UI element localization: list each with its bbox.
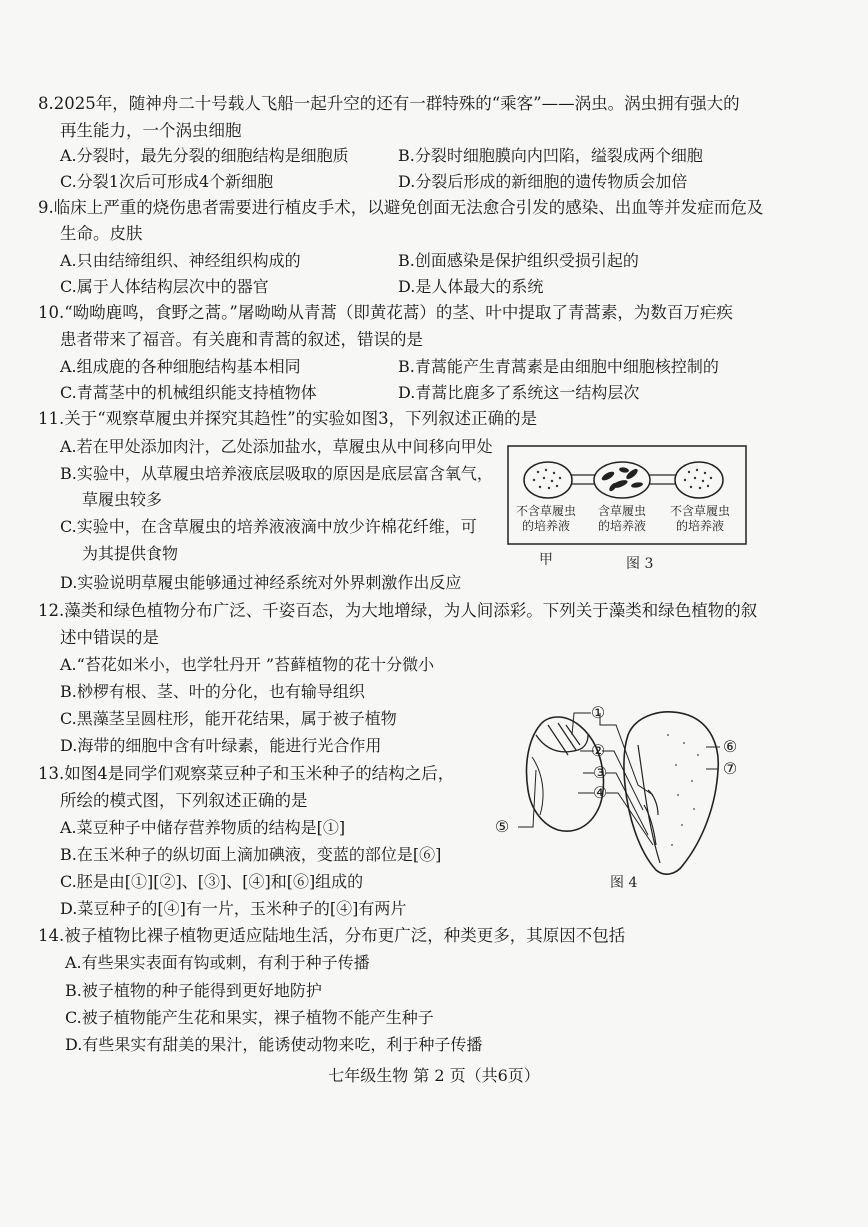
- q10-stem-line-2: 患者带来了福音。有关鹿和青蒿的叙述，错误的是: [60, 330, 423, 349]
- q13-option-c: C.胚是由[①][②]、[③]、[④]和[⑥]组成的: [60, 872, 364, 891]
- q13-option-a: A.菜豆种子中储存营养物质的结构是[①]: [60, 818, 346, 837]
- figure-3-caption: 图 3: [626, 556, 654, 572]
- q10-option-b: B.青蒿能产生青蒿素是由细胞中细胞核控制的: [398, 357, 719, 376]
- q8-stem-line-2: 再生能力，一个涡虫细胞: [60, 121, 242, 140]
- q10-stem-line-1: 10.“呦呦鹿鸣，食野之蒿。”屠呦呦从青蒿（即黄花蒿）的茎、叶中提取了青蒿素，为数百万疟疾: [38, 303, 733, 322]
- marker-1: ①: [590, 703, 606, 722]
- label-middle-2: 的培养液: [597, 519, 647, 533]
- figure-4-caption: 图 4: [610, 875, 638, 891]
- marker-2: ②: [590, 741, 606, 760]
- figure-3-mark-jia: 甲: [539, 552, 553, 568]
- drop-right: [675, 462, 723, 498]
- marker-6: ⑥: [722, 737, 738, 756]
- marker-4: ④: [592, 783, 608, 802]
- drop-left: [524, 462, 572, 498]
- q8-stem-line-1: 8.2025年，随神舟二十号载人飞船一起升空的还有一群特殊的“乘客”——涡虫。涡虫拥有强大的: [38, 94, 740, 113]
- q11-option-c-line-1: C.实验中，在含草履虫的培养液液滴中放少许棉花纤维，可: [60, 517, 477, 536]
- figure-3: [500, 440, 750, 580]
- marker-7: ⑦: [722, 759, 738, 778]
- q12-option-d: D.海带的细胞中含有叶绿素，能进行光合作用: [60, 736, 382, 755]
- q11-option-c-line-2: 为其提供食物: [82, 544, 179, 563]
- label-right-1: 不含草履虫: [669, 504, 731, 518]
- corn-texture: [667, 734, 699, 846]
- q11-option-b-line-1: B.实验中，从草履虫培养液底层吸取的原因是底层富含氧气，: [60, 464, 493, 483]
- q12-stem-line-2: 述中错误的是: [60, 628, 159, 647]
- label-right-2: 的培养液: [675, 519, 725, 533]
- q9-stem-line-2: 生命。皮肤: [60, 224, 143, 243]
- q14-option-d: D.有些果实有甜美的果汁，能诱使动物来吃，利于种子传播: [65, 1035, 483, 1054]
- marker-3: ③: [592, 763, 608, 782]
- q12-stem-line-1: 12.藻类和绿色植物分布广泛、千姿百态，为大地增绿，为人间添彩。下列关于藻类和绿色植物的叙: [38, 601, 758, 620]
- q12-option-c: C.黑藻茎呈圆柱形，能开花结果，属于被子植物: [60, 709, 397, 728]
- bean-embryo-axis: [536, 735, 588, 752]
- channel-left: [570, 475, 596, 484]
- q10-option-d: D.青蒿比鹿多了系统这一结构层次: [398, 383, 640, 402]
- q8-option-c: C.分裂1次后可形成4个新细胞: [60, 172, 274, 191]
- label-left-1: 不含草履虫: [515, 504, 577, 518]
- q10-option-c: C.青蒿茎中的机械组织能支持植物体: [60, 383, 317, 402]
- q14-option-c: C.被子植物能产生花和果实，裸子植物不能产生种子: [65, 1008, 434, 1027]
- q8-option-a: A.分裂时，最先分裂的细胞结构是细胞质: [60, 146, 349, 165]
- q12-option-a: A.“苔花如米小，也学牡丹开 ”苔藓植物的花十分微小: [60, 655, 435, 674]
- q11-stem-line-1: 11.关于“观察草履虫并探究其趋性”的实验如图3，下列叙述正确的是: [38, 409, 538, 428]
- label-middle-1: 含草履虫: [597, 504, 647, 518]
- label-left-2: 的培养液: [521, 519, 571, 533]
- q14-stem-line-1: 14.被子植物比裸子植物更适应陆地生活，分布更广泛，种类更多，其原因不包括: [38, 926, 626, 945]
- drop-middle: [594, 462, 650, 498]
- channel-right: [648, 475, 676, 484]
- q9-option-a: A.只由结缔组织、神经组织构成的: [60, 251, 301, 270]
- marker-5: ⑤: [494, 817, 510, 836]
- q11-option-d: D.实验说明草履虫能够通过神经系统对外界刺激作出反应: [60, 573, 462, 592]
- q8-option-b: B.分裂时细胞膜向内凹陷，缢裂成两个细胞: [398, 146, 703, 165]
- figure-4: [488, 695, 768, 895]
- q13-stem-line-1: 13.如图4是同学们观察菜豆种子和玉米种子的结构之后，: [38, 764, 455, 783]
- q11-option-a: A.若在甲处添加肉汁，乙处添加盐水，草履虫从中间移向甲处: [60, 437, 493, 456]
- q14-option-b: B.被子植物的种子能得到更好地防护: [65, 981, 322, 1000]
- q10-option-a: A.组成鹿的各种细胞结构基本相同: [60, 357, 301, 376]
- q13-option-d: D.菜豆种子的[④]有一片，玉米种子的[④]有两片: [60, 899, 407, 918]
- q9-stem-line-1: 9.临床上严重的烧伤患者需要进行植皮手术，以避免创面无法愈合引发的感染、出血等并发症而危及: [38, 198, 764, 217]
- q14-option-a: A.有些果实表面有钩或刺，有利于种子传播: [65, 953, 370, 972]
- q9-option-c: C.属于人体结构层次中的器官: [60, 277, 269, 296]
- q11-option-b-line-2: 草履虫较多: [82, 490, 163, 509]
- q8-option-d: D.分裂后形成的新细胞的遗传物质会加倍: [398, 172, 688, 191]
- q13-option-b: B.在玉米种子的纵切面上滴加碘液，变蓝的部位是[⑥]: [60, 845, 442, 864]
- q13-stem-line-2: 所绘的模式图，下列叙述正确的是: [60, 791, 308, 810]
- page-footer: 七年级生物 第 2 页（共6页）: [328, 1066, 540, 1085]
- q9-option-b: B.创面感染是保护组织受损引起的: [398, 251, 639, 270]
- corn-seed-outline: [624, 712, 718, 874]
- q9-option-d: D.是人体最大的系统: [398, 277, 544, 296]
- q12-option-b: B.桫椤有根、茎、叶的分化，也有输导组织: [60, 682, 365, 701]
